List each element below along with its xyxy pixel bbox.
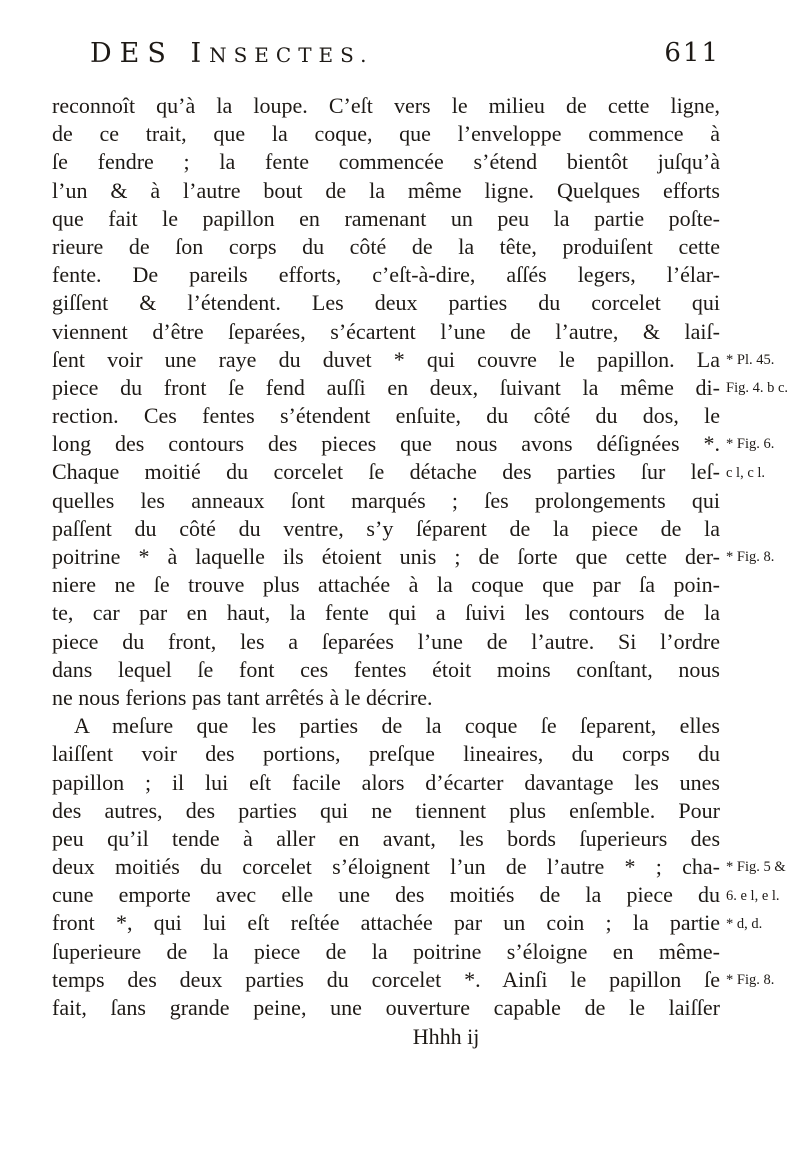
text-line: peu qu’il tende à aller en avant, les bords ſuperieurs des	[52, 825, 720, 851]
text-line: fente. De pareils efforts, c’eſt-à-dire, aſſés legers, l’élar-	[52, 262, 720, 288]
margin-note: c l, c l.	[726, 464, 766, 481]
text-line: fait, ſans grande peine, une ouverture capable de le laiſſer	[52, 995, 720, 1020]
text-line: poitrine * à laquelle ils étoient unis ; de ſorte que cette der-	[52, 544, 720, 569]
text-line: de ce trait, que la coque, que l’enveloppe commence à	[52, 121, 720, 147]
margin-note: Fig. 4. b c.	[726, 380, 789, 396]
text-line: des autres, des parties qui ne tiennent plus enſemble. Pour	[52, 797, 720, 823]
text-line: giſſent & l’étendent. Les deux parties du corcelet qui	[52, 290, 720, 316]
text-line: te, car par en haut, la fente qui a ſuivi les contours de la	[52, 600, 720, 626]
margin-note: 6. e l, e l.	[726, 887, 780, 904]
text-line: l’un & à l’autre bout de la même ligne. Quelques efforts	[52, 177, 720, 203]
text-line: niere ne ſe trouve plus attachée à la coque que par ſa poin-	[52, 572, 720, 598]
text-line: dans lequel ſe font ces fentes étoit moins conſtant, nous	[52, 656, 720, 682]
text-line: viennent d’être ſeparées, s’écartent l’une de l’autre, & laiſ-	[52, 318, 720, 344]
text-line: front *, qui lui eſt reſtée attachée par un coin ; la partie	[52, 910, 720, 936]
text-line: rection. Ces fentes s’étendent enſuite, du côté du dos, le	[52, 403, 720, 429]
text-line: temps des deux parties du corcelet *. Ainſi le papillon ſe	[52, 966, 720, 992]
margin-note: * Fig. 8.	[726, 549, 775, 566]
running-head-initial: I	[190, 38, 210, 69]
running-head-rest: NSECTES.	[209, 43, 374, 67]
text-line: laiſſent voir des portions, preſque lineaires, du corps du	[52, 741, 720, 767]
running-head-prefix: DES	[90, 38, 191, 69]
margin-note: * Fig. 6.	[726, 436, 775, 453]
text-line: rieure de ſon corps du côté de la tête, produiſent cette	[52, 233, 720, 259]
text-line: paſſent du côté du ventre, s’y ſéparent de la piece de la	[52, 515, 720, 541]
text-line: cune emporte avec elle une des moitiés de la piece du	[52, 882, 720, 908]
text-line: ſe fendre ; la fente commencée s’étend bientôt juſqu’à	[52, 149, 720, 175]
margin-note: * Fig. 8.	[726, 972, 775, 989]
running-header	[90, 38, 720, 78]
text-line: long des contours des pieces que nous avons déſignées *.	[52, 431, 720, 457]
text-line: papillon ; il lui eſt facile alors d’écarter davantage les unes	[52, 769, 720, 795]
running-head	[90, 38, 374, 69]
text-line: quelles les anneaux ſont marqués ; ſes prolongements qui	[52, 487, 720, 513]
text-line: que fait le papillon en ramenant un peu la partie poſte-	[52, 205, 720, 231]
text-line: ſent voir une raye du duvet * qui couvre le papillon. La	[52, 346, 720, 372]
text-line: Chaque moitié du corcelet ſe détache des parties ſur leſ-	[52, 459, 720, 485]
margin-note: * Fig. 5 &	[726, 859, 786, 876]
signature-mark: Hhhh ij	[412, 1024, 480, 1050]
margin-note: * d, d.	[726, 915, 763, 932]
text-line: ſuperieure de la piece de la poitrine s’éloigne en même-	[52, 938, 720, 964]
text-line: reconnoît qu’à la loupe. C’eſt vers le milieu de cette ligne,	[52, 93, 720, 118]
text-line: piece du front, les a ſeparées l’une de l’autre. Si l’ordre	[52, 628, 720, 654]
body-text	[52, 92, 720, 1052]
margin-note: * Pl. 45.	[726, 351, 775, 368]
text-line: piece du front ſe fend auſſi en deux, ſuivant la même di-	[52, 374, 720, 400]
text-line: A meſure que les parties de la coque ſe ſeparent, elles	[74, 713, 720, 739]
page-number: 611	[664, 38, 720, 68]
text-line: deux moitiés du corcelet s’éloignent l’un de l’autre * ; cha-	[52, 854, 720, 880]
text-line: ne nous ferions pas tant arrêtés à le décrire.	[52, 684, 433, 710]
